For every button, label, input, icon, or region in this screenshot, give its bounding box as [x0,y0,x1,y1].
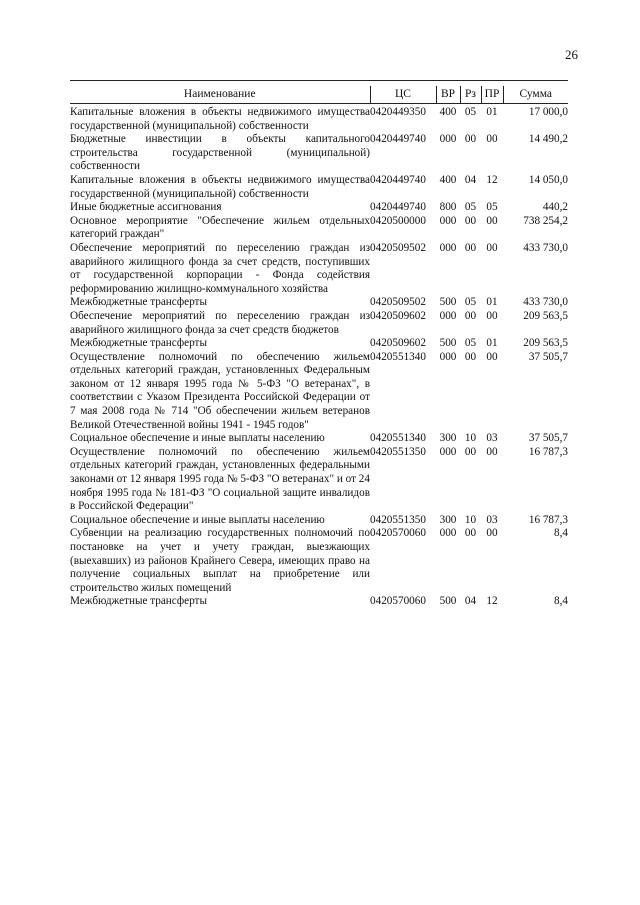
row-pr: 00 [486,350,498,363]
column-header-pr: ПР [481,86,503,104]
row-vr: 400 [439,106,457,118]
table-row [70,337,568,351]
row-pr: 00 [486,241,498,254]
table-row [70,595,568,609]
table-row [70,215,568,242]
table-row [70,310,568,337]
table-row [70,104,568,134]
row-code: 0420509502 [370,241,426,254]
row-pr: 01 [486,106,498,118]
header-top-rule [70,80,568,81]
row-name: Субвенции на реализацию государственных полномочий по постановке на учет и учету граждан, выезжающих (выехавших) из районов Крайнего Севера, имеющих право на получение социальных выплат на приобретение или строительство жилых помещений [70,527,370,594]
row-pr: 00 [486,527,498,540]
row-code: 0420551350 [370,513,426,526]
row-sum: 209 563,5 [523,337,568,350]
row-code: 0420551340 [370,350,426,363]
row-pr: 03 [486,513,498,526]
row-sum: 8,4 [554,527,568,540]
row-rz: 05 [464,201,477,214]
row-sum: 14 490,2 [528,133,568,146]
row-pr: 03 [486,432,498,445]
row-pr: 00 [486,214,498,227]
row-vr: 300 [439,513,457,526]
table-row [70,174,568,201]
row-name: Капитальные вложения в объекты недвижимого имущества государственной (муниципальной) собственности [70,106,370,132]
row-rz: 05 [464,337,477,350]
row-name: Межбюджетные трансферты [70,337,207,350]
row-code: 0420551350 [370,445,426,458]
table-header-row [70,86,568,104]
row-rz: 00 [464,214,477,227]
row-code: 0420500000 [370,214,426,227]
row-vr: 000 [439,214,457,227]
row-sum: 440,2 [542,201,568,214]
row-code: 0420551340 [370,432,426,445]
row-rz: 05 [464,296,477,309]
table-row [70,133,568,174]
row-code: 0420449740 [370,173,426,186]
row-name: Основное мероприятие "Обеспечение жильем отдельных категорий граждан" [70,214,370,241]
row-vr: 500 [439,595,457,608]
row-name: Обеспечение мероприятий по переселению граждан из аварийного жилищного фонда за счет средств, поступивших от государственной корпорации - Фонда содействия реформированию жилищно-коммунального хозяйства [70,241,370,295]
row-vr: 000 [439,445,457,458]
table-row [70,514,568,528]
row-sum: 209 563,5 [523,309,568,322]
column-header-rz: Рз [460,86,481,104]
row-code: 0420570060 [370,595,426,608]
row-name: Бюджетные инвестиции в объекты капитального строительства государственной (муниципальной) собственности [70,133,370,173]
row-sum: 17 000,0 [528,106,568,118]
row-rz: 00 [464,241,477,254]
table-row [70,527,568,595]
row-code: 0420509602 [370,309,426,322]
column-header-sum: Сумма [503,86,568,104]
row-code: 0420449740 [370,133,426,146]
row-name: Межбюджетные трансферты [70,296,207,309]
row-rz: 04 [464,595,477,608]
row-name: Межбюджетные трансферты [70,595,207,608]
row-sum: 16 787,3 [528,445,568,458]
row-pr: 00 [486,445,498,458]
table-row [70,296,568,310]
row-vr: 400 [439,173,457,186]
row-sum: 433 730,0 [523,241,568,254]
row-rz: 00 [464,309,477,322]
row-vr: 000 [439,350,457,363]
row-pr: 12 [486,595,498,608]
row-rz: 00 [464,527,477,540]
row-vr: 500 [439,296,457,309]
row-sum: 16 787,3 [528,513,568,526]
table-row [70,242,568,296]
row-rz: 00 [464,445,477,458]
row-name: Осуществление полномочий по обеспечению жильем отдельных категорий граждан, установленных федеральными законами от 12 января 1995 года № 5-ФЗ "О ветеранах" и от 24 ноября 1995 года № 181-ФЗ "О социальной защите инвалидов в Российской Федерации" [70,445,370,513]
row-name: Осуществление полномочий по обеспечению жильем отдельных категорий граждан, установленных Федеральным законом от 12 января 1995 года № 5-ФЗ "О ветеранах", в соответствии с Указом Президента Российской Федерации от 7 мая 2008 года № 714 "Об обеспечении жильем ветеранов Великой Отечественной войны 1941 - 1945 годов" [70,350,370,431]
row-vr: 800 [439,201,457,214]
row-name: Социальное обеспечение и иные выплаты населению [70,513,325,526]
row-vr: 000 [439,133,457,146]
table-row [70,446,568,514]
row-sum: 37 505,7 [528,432,568,445]
table-row [70,351,568,433]
row-pr: 01 [486,337,498,350]
row-rz: 04 [464,173,477,186]
page-number: 26 [565,47,578,62]
column-header-code: ЦС [370,86,436,104]
row-pr: 00 [486,309,498,322]
row-sum: 14 050,0 [528,173,568,186]
row-rz: 00 [464,350,477,363]
row-sum: 37 505,7 [528,350,568,363]
row-pr: 01 [486,296,498,309]
row-vr: 000 [439,241,457,254]
table-row [70,201,568,215]
row-rz: 05 [464,106,477,118]
row-pr: 12 [486,173,498,186]
row-rz: 10 [464,513,477,526]
column-header-name: Наименование [70,86,370,104]
budget-table [70,86,568,609]
column-header-vr: ВР [436,86,460,104]
row-vr: 000 [439,309,457,322]
row-vr: 500 [439,337,457,350]
row-name: Иные бюджетные ассигнования [70,201,222,214]
row-code: 0420509502 [370,296,426,309]
row-sum: 433 730,0 [523,296,568,309]
row-code: 0420449350 [370,106,426,118]
row-name: Социальное обеспечение и иные выплаты населению [70,432,325,445]
row-code: 0420509602 [370,337,426,350]
row-code: 0420570060 [370,527,426,540]
row-name: Обеспечение мероприятий по переселению граждан из аварийного жилищного фонда за счет средств бюджетов [70,309,370,336]
table-row [70,432,568,446]
row-rz: 00 [464,133,477,146]
row-pr: 05 [486,201,498,214]
row-sum: 8,4 [554,595,568,608]
row-code: 0420449740 [370,201,426,214]
row-vr: 300 [439,432,457,445]
row-pr: 00 [486,133,498,146]
row-sum: 738 254,2 [523,214,568,227]
row-rz: 10 [464,432,477,445]
row-name: Капитальные вложения в объекты недвижимого имущества государственной (муниципальной) собственности [70,173,370,200]
row-vr: 000 [439,527,457,540]
